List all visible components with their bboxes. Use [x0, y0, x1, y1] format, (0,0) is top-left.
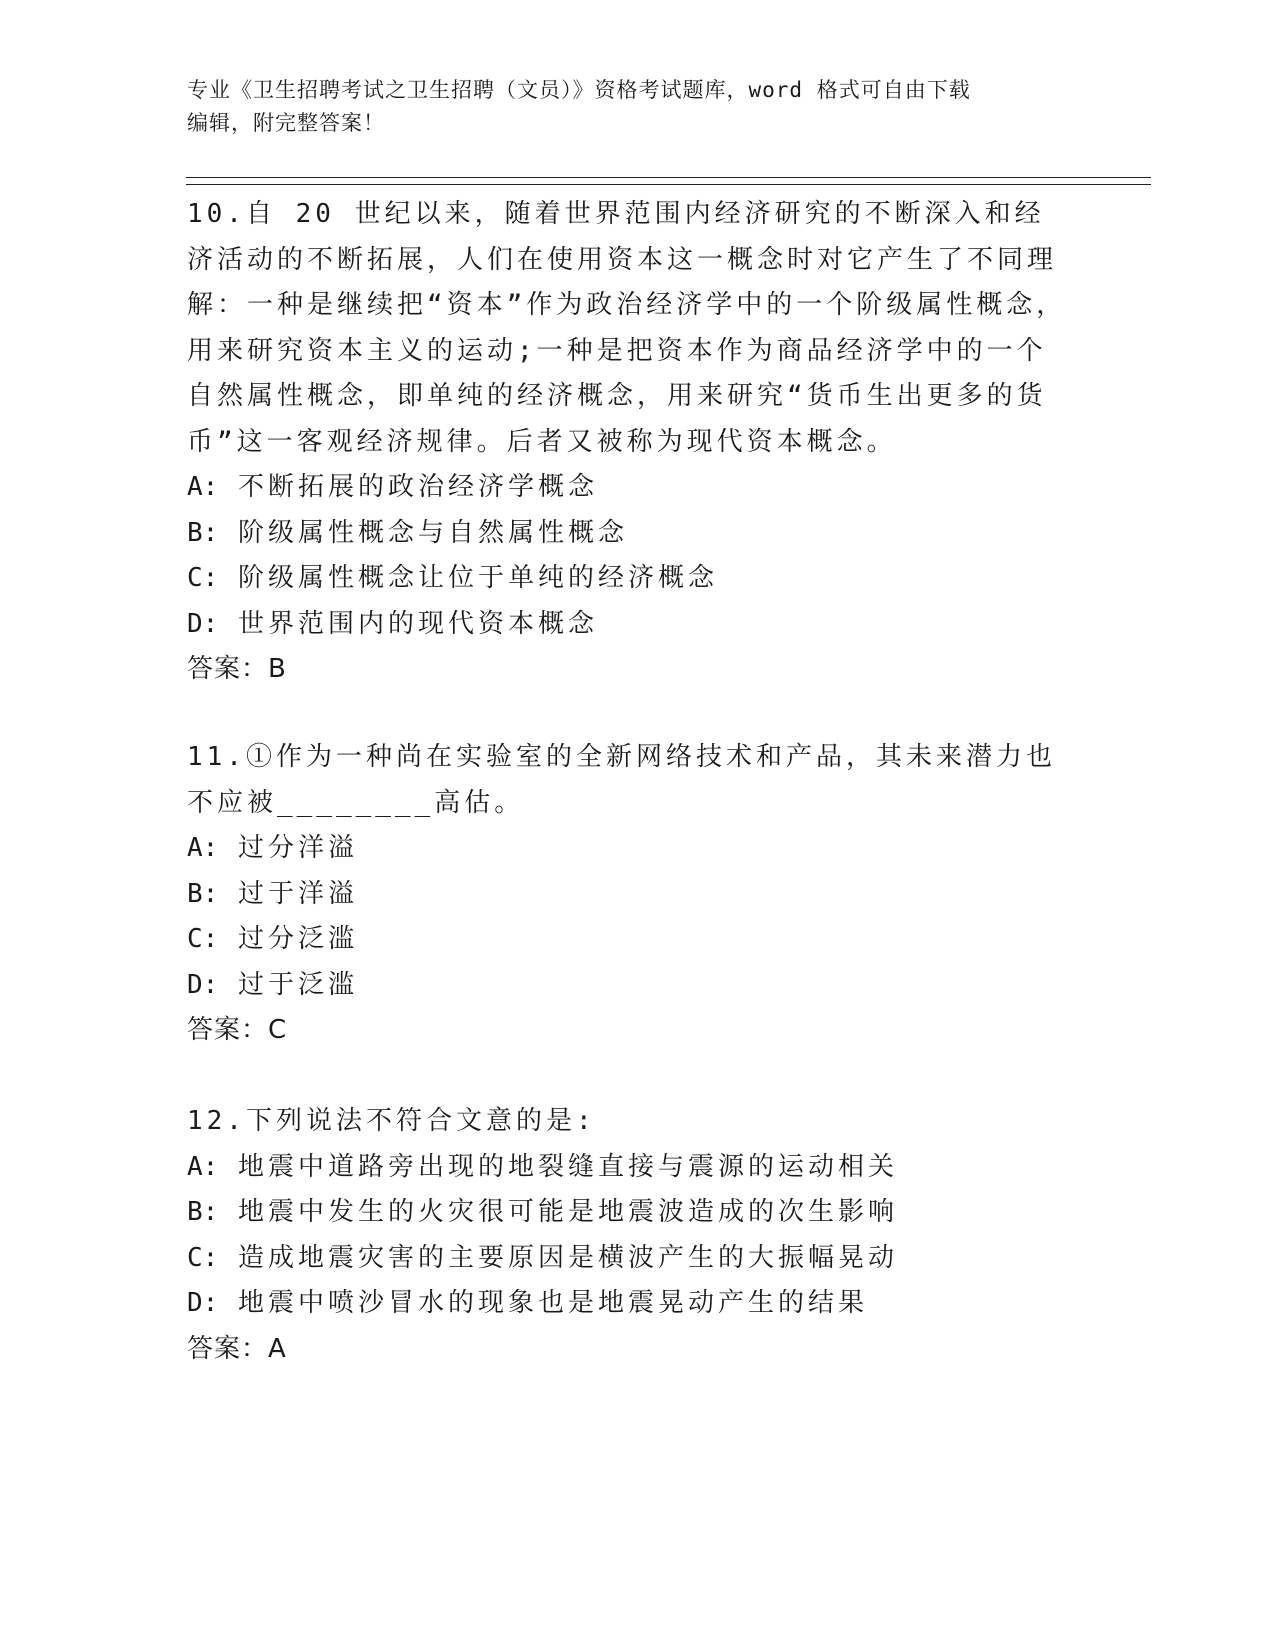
header-divider-top	[186, 177, 1151, 178]
answer-line: 答案：B	[187, 654, 287, 684]
option-a: A: 不断拓展的政治经济学概念	[187, 472, 598, 502]
option-d: D: 地震中喷沙冒水的现象也是地震晃动产生的结果	[187, 1288, 868, 1318]
option-d: D: 世界范围内的现代资本概念	[187, 608, 598, 639]
answer-line: 答案：A	[187, 1333, 287, 1364]
question-10	[187, 192, 1067, 693]
option-d: D: 过于泛滥	[187, 969, 358, 1000]
option-c: C: 造成地震灾害的主要原因是横波产生的大振幅晃动	[187, 1242, 898, 1273]
question-12	[187, 1099, 1067, 1372]
option-b: B: 地震中发生的火灾很可能是地震波造成的次生影响	[187, 1197, 898, 1227]
header-divider-bottom	[186, 184, 1151, 185]
option-b: B: 过于洋溢	[187, 878, 358, 909]
question-stem: 11.①作为一种尚在实验室的全新网络技术和产品，其未来潜力也不应被________高估。	[187, 742, 1056, 818]
option-c: C: 阶级属性概念让位于单纯的经济概念	[187, 563, 718, 593]
question-stem: 10.自 20 世纪以来，随着世界范围内经济研究的不断深入和经济活动的不断拓展，人们在使用资本这一概念时对它产生了不同理解：一种是继续把“资本”作为政治经济学中的一个阶级属性概念，用来研究资本主义的运动;一种是把资本作为商品经济学中的一个自然属性概念，即单纯的经济概念，用来研究“货币生出更多的货币”这一客观经济规律。后者又被称为现代资本概念。	[187, 199, 1067, 457]
header-line-2: 编辑，附完整答案！	[187, 111, 385, 135]
question-11	[187, 735, 1067, 1054]
header-line-1: 专业《卫生招聘考试之卫生招聘（文员）》资格考试题库，word 格式可自由下载	[187, 78, 971, 102]
answer-line: 答案：C	[187, 1015, 288, 1045]
question-stem: 12.下列说法不符合文意的是:	[187, 1106, 596, 1136]
option-a: A: 地震中道路旁出现的地裂缝直接与震源的运动相关	[187, 1151, 898, 1182]
option-a: A: 过分洋溢	[187, 833, 358, 863]
option-c: C: 过分泛滥	[187, 924, 358, 954]
option-b: B: 阶级属性概念与自然属性概念	[187, 517, 628, 548]
document-header	[187, 74, 1067, 140]
